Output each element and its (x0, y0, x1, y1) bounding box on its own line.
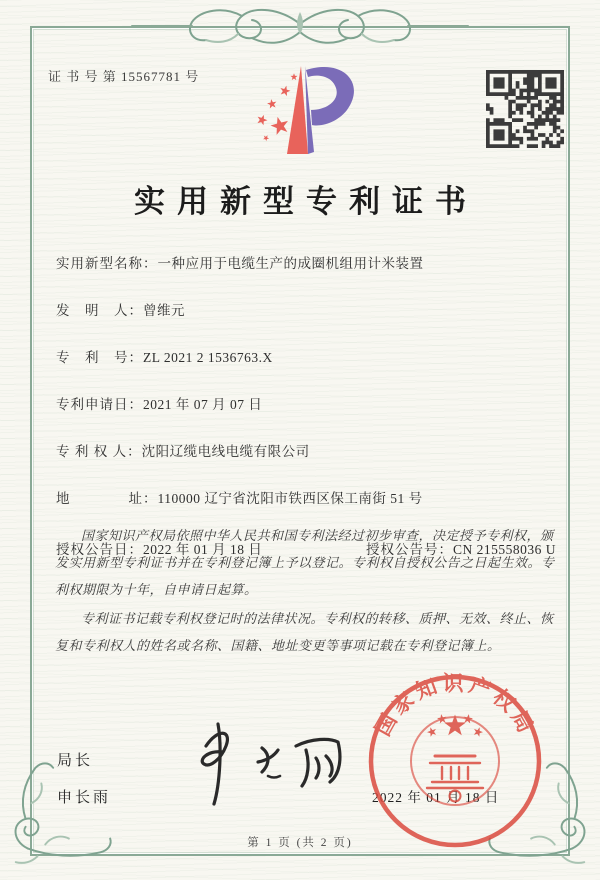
field-label: 专 利 权 人： (56, 444, 142, 459)
official-seal-icon (362, 668, 548, 854)
field-row (56, 487, 564, 507)
field-value: 110000 辽宁省沈阳市铁西区保工南街 51 号 (157, 491, 423, 506)
grant-date-value: 2022 年 01 月 18 日 (143, 542, 263, 557)
field-label: 专利申请日： (56, 397, 143, 412)
field-label: 发 明 人： (56, 303, 143, 318)
page-footer: 第 1 页 (共 2 页) (247, 837, 353, 849)
paragraph: 专利证书记载专利权登记时的法律状况。专利权的转移、质押、无效、终止、恢复和专利权人的姓名或名称、国籍、地址变更等事项记载在专利登记簿上。 (55, 611, 554, 653)
director-name: 申长雨 (57, 789, 112, 806)
seal-date: 2022 年 01 月 18 日 (372, 790, 500, 805)
field-row (56, 346, 564, 366)
qr-code (486, 70, 564, 148)
grant-no-value: CN 215558036 U (452, 542, 556, 557)
field-row (56, 440, 564, 460)
certificate-number: 证 书 号 第 15567781 号 (48, 69, 200, 84)
field-row (56, 252, 564, 272)
grant-no-label: 授权公告号： (365, 542, 453, 557)
field-row (56, 393, 564, 413)
field-label: 专 利 号： (56, 350, 143, 365)
cnipa-logo-icon (242, 62, 368, 162)
paragraphs-section (55, 522, 562, 661)
director-title: 局长 (57, 752, 94, 769)
handwriting-signature-icon (188, 716, 358, 811)
field-value: 沈阳辽缆电线电缆有限公司 (141, 444, 310, 459)
field-row (56, 299, 564, 319)
signature-block (57, 742, 111, 816)
seal-ring-text: 国家知识产权局 (370, 671, 540, 740)
border-ornament-top-icon (130, 2, 470, 50)
field-value: 2021 年 07 月 07 日 (143, 397, 263, 412)
field-label: 地 址： (56, 491, 158, 506)
field-value: 曾维元 (143, 303, 185, 318)
field-value: 一种应用于电缆生产的成圈机组用计米装置 (157, 256, 424, 271)
grant-date-label: 授权公告日： (56, 542, 143, 557)
field-value: ZL 2021 2 1536763.X (143, 350, 273, 365)
certificate-title: 实用新型专利证书 (134, 184, 478, 219)
paragraph: 国家知识产权局依照中华人民共和国专利法经过初步审查，决定授予专利权，颁发实用新型专利证书并在专利登记簿上予以登记。专利权自授权公告之日起生效。专利权期限为十年，自申请日起算。 (55, 528, 555, 597)
field-label: 实用新型名称： (56, 256, 158, 271)
